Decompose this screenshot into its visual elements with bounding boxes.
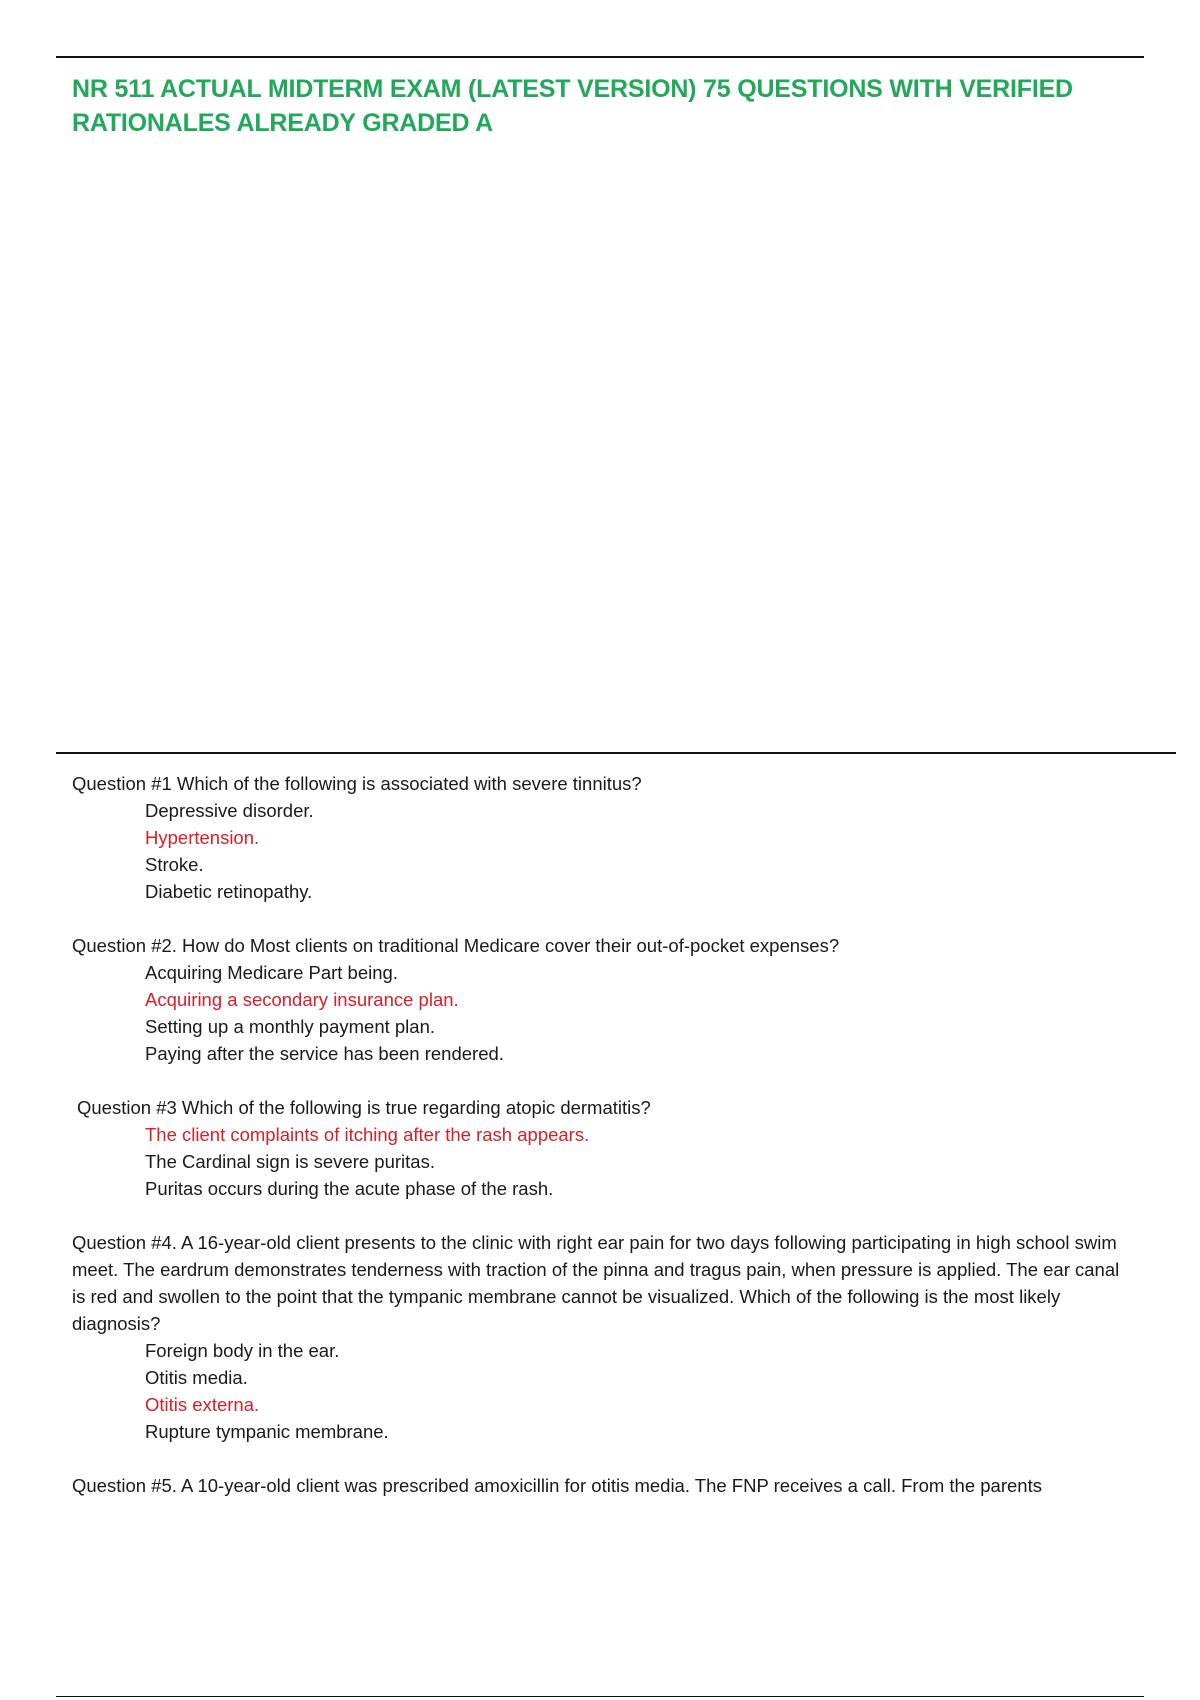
question-5: [72, 1472, 1132, 1499]
correct-answer-option: Hypertension.: [145, 827, 260, 848]
answer-option: Rupture tympanic membrane.: [145, 1421, 389, 1442]
answer-option: Setting up a monthly payment plan.: [145, 1016, 436, 1037]
answer-options: [72, 797, 1132, 905]
answer-option: Otitis media.: [145, 1367, 248, 1388]
answer-option: Diabetic retinopathy.: [145, 881, 313, 902]
answer-option: Acquiring Medicare Part being.: [145, 962, 398, 983]
answer-option: Puritas occurs during the acute phase of the rash.: [145, 1178, 554, 1199]
answer-options: [72, 1121, 1132, 1202]
question-prompt: Question #5. A 10-year-old client was prescribed amoxicillin for otitis media. The FNP receives a call. From the parents: [72, 1475, 1042, 1496]
question-list: [72, 770, 1132, 1526]
question-4: [72, 1229, 1132, 1445]
answer-option: Depressive disorder.: [145, 800, 314, 821]
question-prompt: Question #1 Which of the following is associated with severe tinnitus?: [72, 773, 642, 794]
bottom-divider: [56, 1696, 1144, 1697]
answer-options: [72, 1337, 1132, 1445]
answer-options: [72, 959, 1132, 1067]
question-prompt: Question #2. How do Most clients on traditional Medicare cover their out-of-pocket expenses?: [72, 935, 840, 956]
question-3: [72, 1094, 1132, 1202]
top-divider: [56, 56, 1144, 58]
question-prompt: Question #4. A 16-year-old client presents to the clinic with right ear pain for two days following participating in high school swim meet. The eardrum demonstrates tenderness with traction of the pinna and tragus pain, when pressure is applied. The ear canal is red and swollen to the point that the tympanic membrane cannot be visualized. Which of the following is the most likely diagnosis?: [72, 1232, 1120, 1334]
question-1: [72, 770, 1132, 905]
question-2: [72, 932, 1132, 1067]
answer-option: Paying after the service has been rendered.: [145, 1043, 504, 1064]
document-title: NR 511 ACTUAL MIDTERM EXAM (LATEST VERSION) 75 QUESTIONS WITH VERIFIED RATIONALES ALREADY GRADED A: [72, 75, 1073, 137]
answer-option: The Cardinal sign is severe puritas.: [145, 1151, 435, 1172]
question-prompt: Question #3 Which of the following is true regarding atopic dermatitis?: [77, 1097, 651, 1118]
section-divider: [56, 752, 1176, 754]
correct-answer-option: The client complaints of itching after the rash appears.: [145, 1124, 590, 1145]
answer-option: Foreign body in the ear.: [145, 1340, 340, 1361]
answer-option: Stroke.: [145, 854, 204, 875]
correct-answer-option: Acquiring a secondary insurance plan.: [145, 989, 459, 1010]
correct-answer-option: Otitis externa.: [145, 1394, 260, 1415]
